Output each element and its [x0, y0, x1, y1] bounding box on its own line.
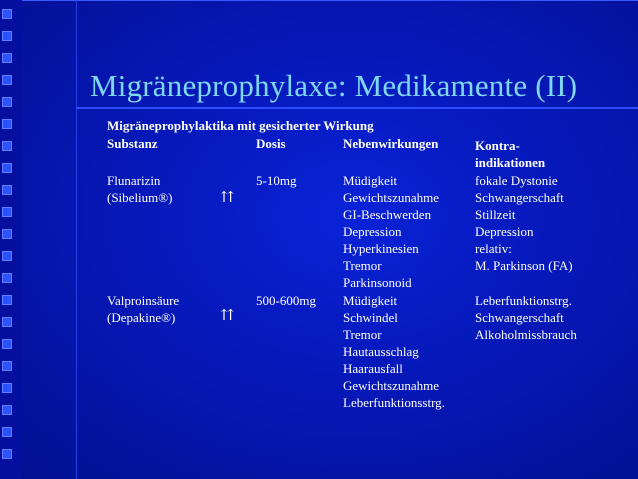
nebenwirkung-item: GI-Beschwerden [343, 207, 432, 222]
decor-square [2, 31, 12, 41]
kontra-item: Schwangerschaft [475, 190, 564, 205]
decor-square [2, 207, 12, 217]
nebenwirkung-item: Gewichtszunahme [343, 190, 440, 205]
substanz-line: (Sibelium®) [107, 190, 173, 205]
double-up-arrow-icon: ⇈ [221, 308, 234, 324]
row1-dosis: 5-10mg [256, 173, 297, 188]
kontra-item: Depression [475, 224, 534, 239]
nebenwirkung-item: Tremor [343, 327, 382, 342]
nebenwirkung-item: Müdigkeit [343, 173, 398, 188]
row1-substanz [107, 172, 172, 206]
decor-square [2, 361, 12, 371]
row1-kontraindikationen [475, 172, 573, 274]
row2-substanz [107, 292, 179, 326]
double-up-arrow-icon: ⇈ [221, 190, 234, 206]
decor-square [2, 251, 12, 261]
slide-title: Migräneprophylaxe: Medikamente (II) [90, 68, 578, 103]
decor-square [2, 185, 12, 195]
kontra-item: Leberfunktionstrg. [475, 293, 572, 308]
nebenwirkung-item: Depression [343, 224, 402, 239]
kontra-item: fokale Dystonie [475, 173, 558, 188]
decor-square [2, 317, 12, 327]
nebenwirkung-item: Gewichtszunahme [343, 378, 440, 393]
table-caption: Migräneprophylaktika mit gesicherter Wirkung [107, 118, 374, 133]
header-substanz: Substanz [107, 136, 158, 151]
decor-square [2, 427, 12, 437]
vertical-decor-line [76, 0, 77, 479]
nebenwirkung-item: Hautausschlag [343, 344, 419, 359]
top-decor-line [22, 0, 638, 1]
kontra-item: Alkoholmissbrauch [475, 327, 577, 342]
row2-dosis: 500-600mg [256, 293, 316, 308]
nebenwirkung-item: Parkinsonoid [343, 275, 412, 290]
nebenwirkung-item: Hyperkinesien [343, 241, 419, 256]
decor-square [2, 383, 12, 393]
kontra-item: Stillzeit [475, 207, 516, 222]
decor-square [2, 295, 12, 305]
substanz-line: Valproinsäure [107, 293, 180, 308]
row2-nebenwirkungen [343, 292, 445, 411]
nebenwirkung-item: Müdigkeit [343, 293, 398, 308]
decor-square [2, 273, 12, 283]
kontra-item: relativ: [475, 241, 512, 256]
substanz-line: Flunarizin [107, 173, 161, 188]
decor-square [2, 53, 12, 63]
row1-nebenwirkungen [343, 172, 439, 291]
decor-square [2, 229, 12, 239]
nebenwirkung-item: Schwindel [343, 310, 398, 325]
header-kontra-line1: Kontra- [475, 138, 520, 153]
decor-square [2, 9, 12, 19]
decor-square [2, 339, 12, 349]
kontra-item: M. Parkinson (FA) [475, 258, 573, 273]
nebenwirkung-item: Leberfunktionsstrg. [343, 395, 445, 410]
decor-square [2, 405, 12, 415]
nebenwirkung-item: Haarausfall [343, 361, 403, 376]
decor-square [2, 163, 12, 173]
decor-square [2, 119, 12, 129]
title-underline [76, 107, 638, 109]
decor-square [2, 141, 12, 151]
decor-square [2, 97, 12, 107]
row2-kontraindikationen [475, 292, 577, 343]
header-nebenwirkungen: Nebenwirkungen [343, 136, 439, 151]
header-kontraindikationen [475, 137, 545, 171]
decor-square [2, 75, 12, 85]
nebenwirkung-item: Tremor [343, 258, 382, 273]
kontra-item: Schwangerschaft [475, 310, 564, 325]
header-dosis: Dosis [256, 136, 286, 151]
header-kontra-line2: indikationen [475, 155, 546, 170]
decor-square [2, 449, 12, 459]
substanz-line: (Depakine®) [107, 310, 176, 325]
